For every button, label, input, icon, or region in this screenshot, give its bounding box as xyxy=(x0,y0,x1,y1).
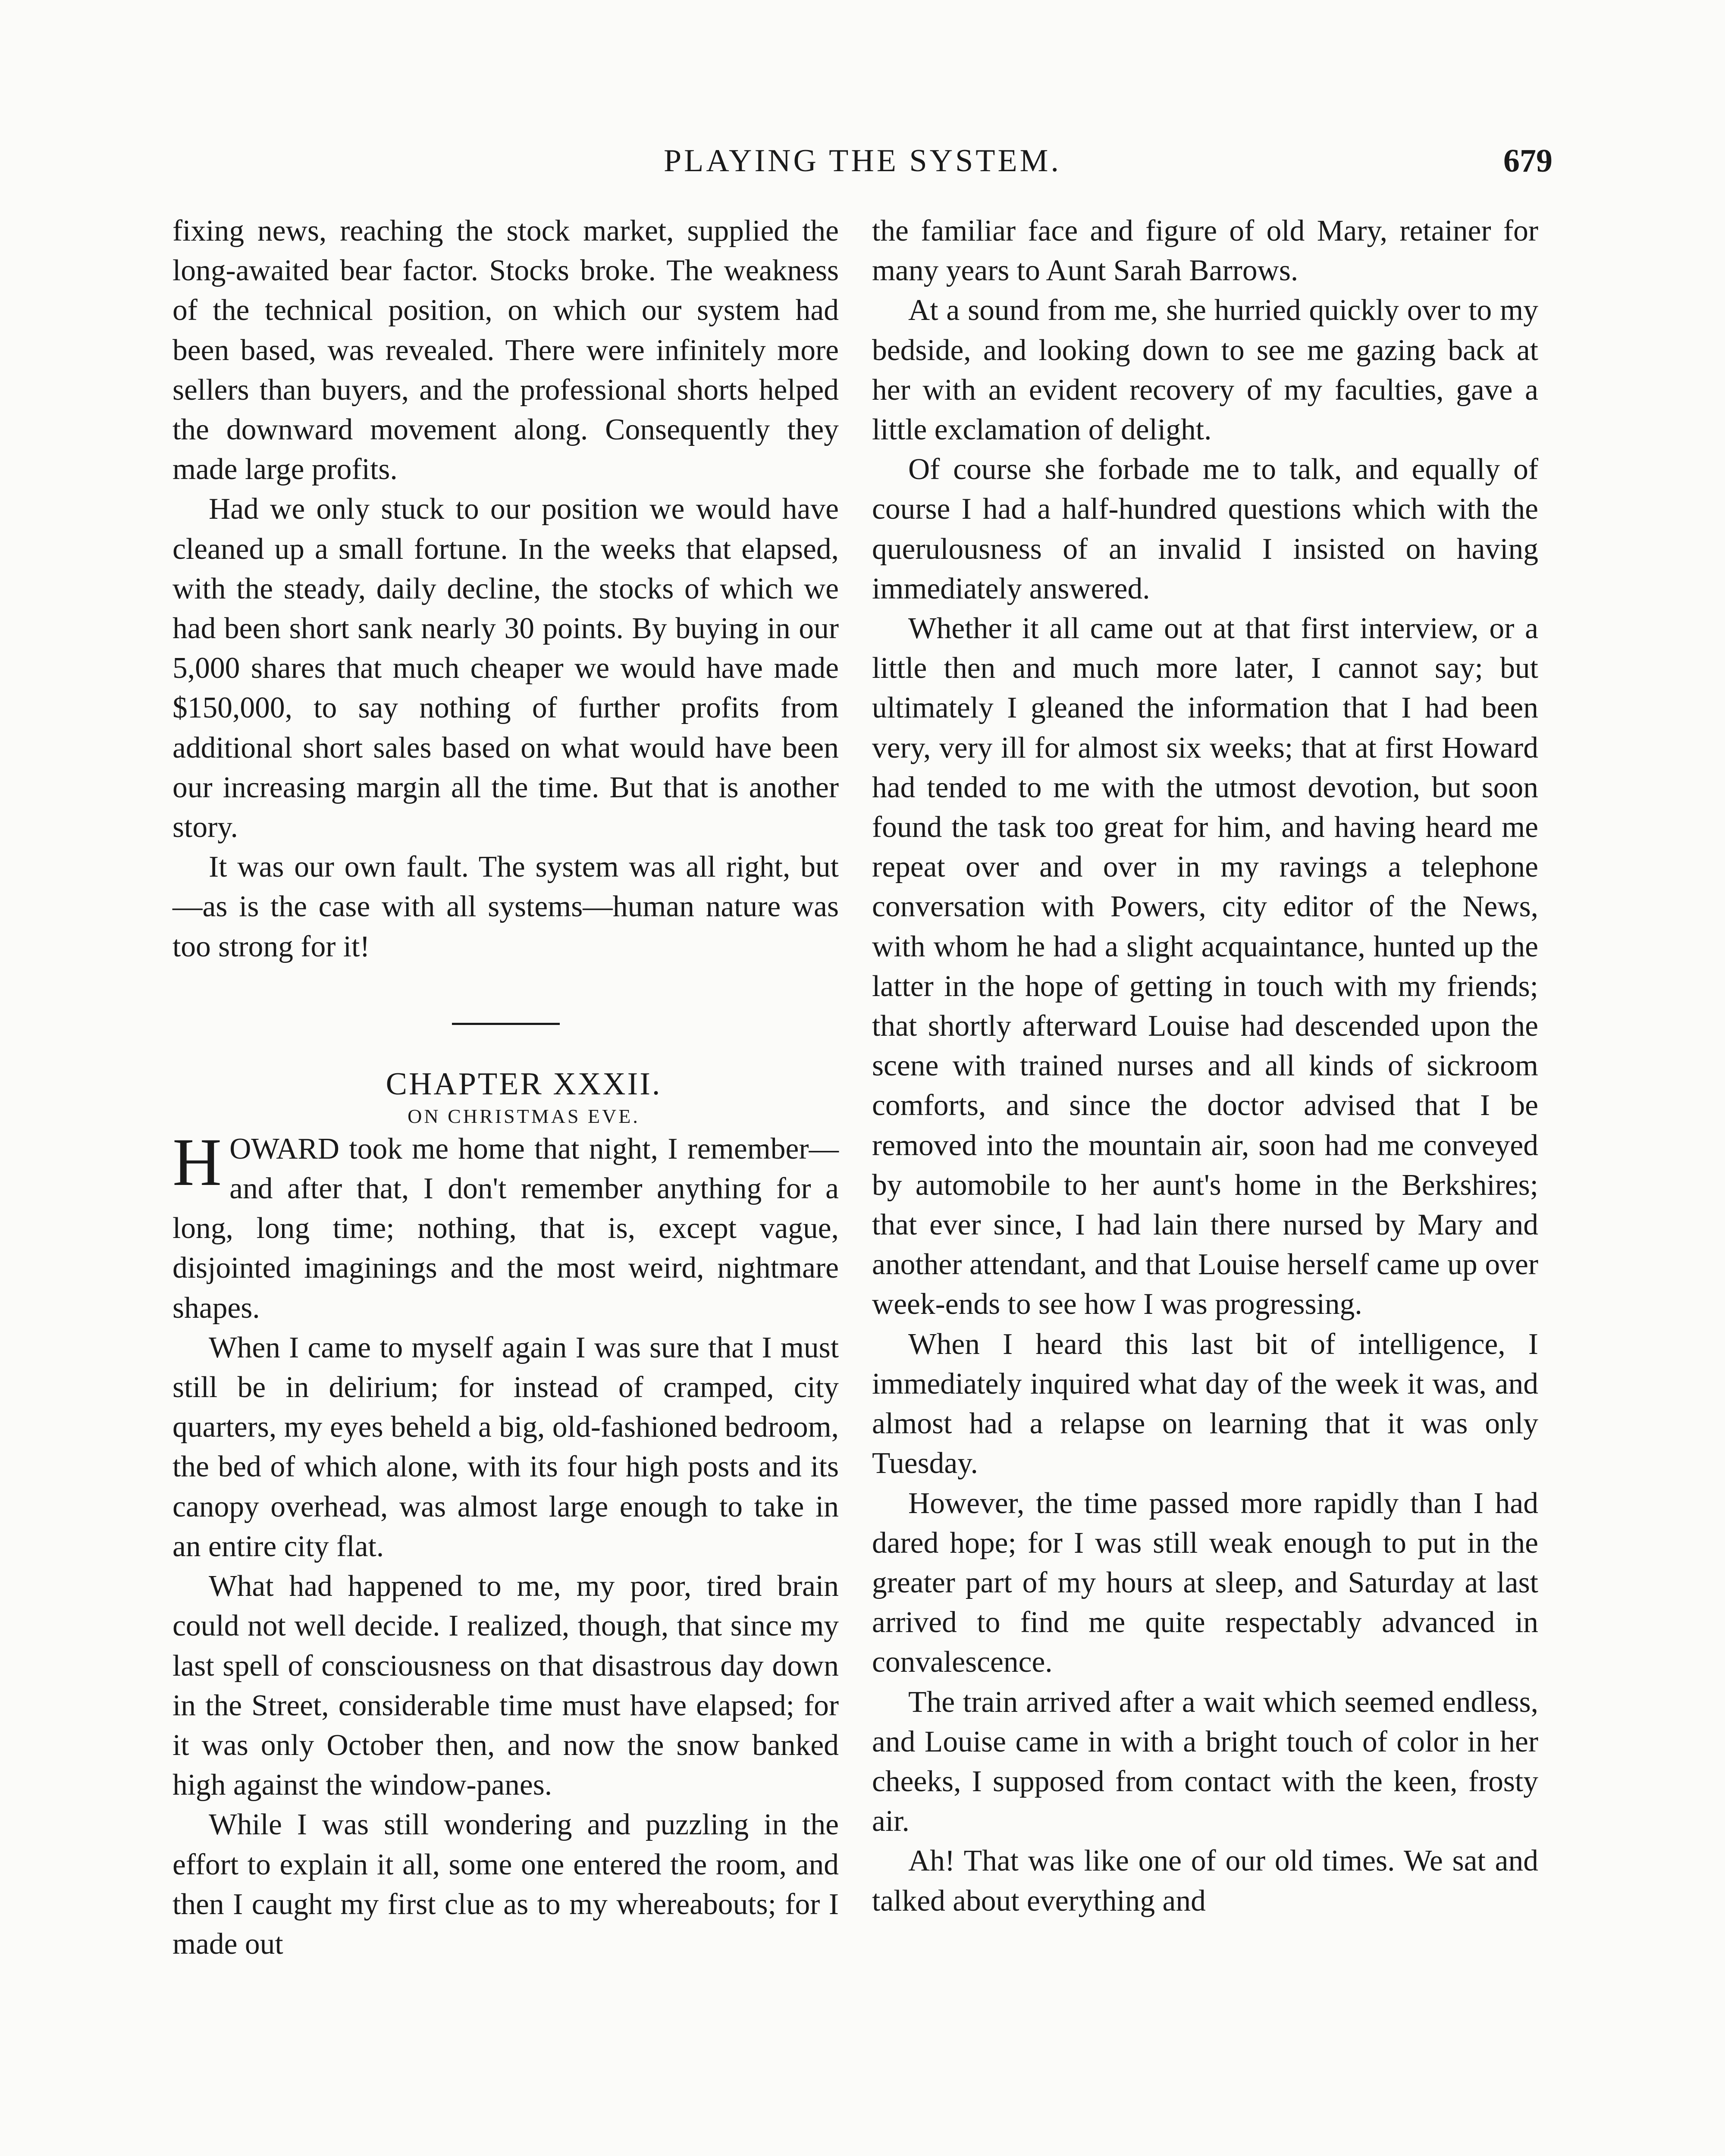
paragraph: When I came to myself again I was sure that I must still be in delirium; for instead of cramped, city quarters, my eyes beheld a big, old-fashioned bedroom, the bed of which alone, with its four high posts and its canopy overhead, was almost large enough to take in an entire city flat. xyxy=(172,1331,839,1563)
paragraph: While I was still wondering and puzzling in the effort to explain it all, some one entered the room, and then I caught my first clue as to my whereabouts; for I made out xyxy=(172,1808,839,1961)
paragraph: What had happened to me, my poor, tired brain could not well decide. I realized, though, that since my last spell of consciousness on that disastrous day down in the Street, considerable time must have elapsed; for it was only October then, and now the snow banked high against the window-panes. xyxy=(172,1570,839,1802)
chapter-title: CHAPTER XXXII. xyxy=(386,1066,662,1102)
section-divider xyxy=(452,1023,560,1025)
paragraph: The train arrived after a wait which seemed endless, and Louise came in with a bright touch of color in her cheeks, I supposed from contact with the keen, frosty air. xyxy=(872,1685,1538,1838)
paragraph: Of course she forbade me to talk, and equally of course I had a half-hundred questions which with the querulousness of an invalid I insisted on having immediately answered. xyxy=(872,453,1538,605)
paragraph: However, the time passed more rapidly than I had dared hope; for I was still weak enough to put in the greater part of my hours at sleep, and Saturday at last arrived to find me quite respectably advanced in convalescence. xyxy=(872,1486,1538,1679)
paragraph: Had we only stuck to our position we would have cleaned up a small fortune. In the weeks that elapsed, with the steady, daily decline, the stocks of which we had been short sank nearly 30 points. By buying in our 5,000 shares that much cheaper we would have made $150,000, to say nothing of further profits from additional short sales based on what would have been our increasing margin all the time. But that is another story. xyxy=(172,492,839,844)
chapter-subtitle: ON CHRISTMAS EVE. xyxy=(408,1105,640,1127)
running-head xyxy=(172,137,1552,185)
paragraph: the familiar face and figure of old Mary, retainer for many years to Aunt Sarah Barrows. xyxy=(872,214,1538,288)
paragraph: Ah! That was like one of our old times. We sat and talked about everything and xyxy=(872,1844,1538,1918)
paragraph: Whether it all came out at that first interview, or a little then and much more later, I cannot say; but ultimately I gleaned the information that I had been very, very ill for almost six weeks; that at first Howard had tended to me with the utmost devotion, but soon found the task too great for him, and having heard me repeat over and over in my ravings a telephone conversation with Powers, city editor of the News, with whom he had a slight acquaintance, hunted up the latter in the hope of getting in touch with my friends; that shortly afterward Louise had descended upon the scene with trained nurses and all kinds of sickroom comforts, and since the doctor advised that I be removed into the mountain air, soon had me conveyed by automobile to her aunt's home in the Berkshires; that ever since, I had lain there nursed by Mary and another attendant, and that Louise herself came up over week-ends to see how I was progressing. xyxy=(872,612,1538,1321)
chapter-opening-paragraph xyxy=(172,1124,839,1328)
paragraph: At a sound from me, she hurried quickly over to my bedside, and looking down to see me gazing back at her with an evident recovery of my faculties, gave a little exclamation of delight. xyxy=(872,294,1538,447)
right-column xyxy=(872,211,1538,1921)
drop-cap: H xyxy=(172,1124,222,1200)
opening-text: OWARD took me home that night, I remember—and after that, I don't remember anything for a long, long time; nothing, that is, except vague, disjointed imaginings and the most weird, nightmare shapes. xyxy=(172,1132,839,1325)
left-column xyxy=(172,211,839,1964)
paragraph: It was our own fault. The system was all right, but—as is the case with all systems—human nature was too strong for it! xyxy=(172,850,839,963)
paragraph: When I heard this last bit of intelligence, I immediately inquired what day of the week it was, and almost had a relapse on learning that it was only Tuesday. xyxy=(872,1327,1538,1480)
running-title: PLAYING THE SYSTEM. xyxy=(664,143,1061,179)
paragraph: fixing news, reaching the stock market, supplied the long-awaited bear factor. Stocks broke. The weakness of the technical position, on which our system had been based, was revealed. There were infinitely more sellers than buyers, and the professional shorts helped the downward movement along. Consequently they made large profits. xyxy=(172,214,839,486)
page-number: 679 xyxy=(1503,143,1552,179)
